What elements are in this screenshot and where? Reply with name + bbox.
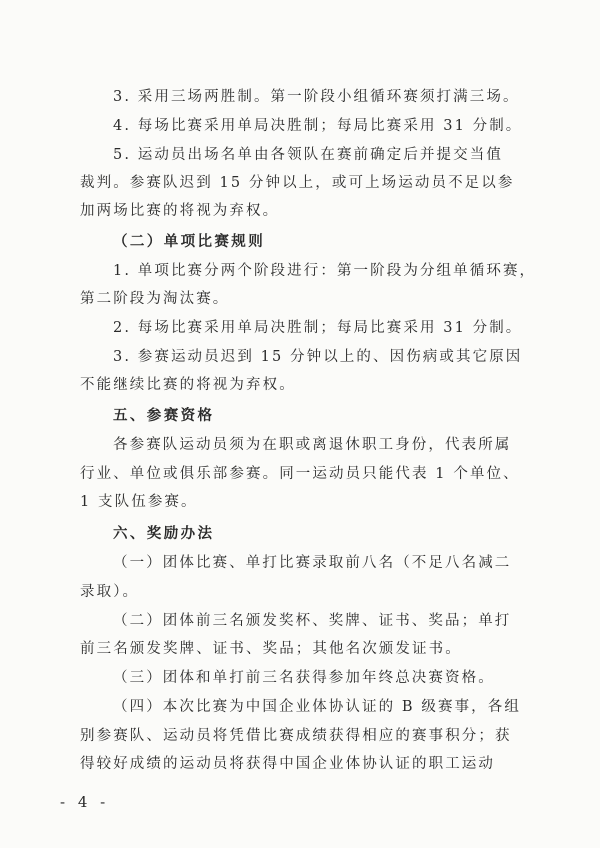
awards-4-line-2: 别参赛队、运动员将凭借比赛成绩获得相应的赛事积分；获 <box>80 728 512 744</box>
section-eligibility-heading: 五、参赛资格 <box>113 408 215 424</box>
awards-1-line-2: 录取）。 <box>80 584 140 600</box>
rule-3-line: 3. 采用三场两胜制。第一阶段小组循环赛须打满三场。 <box>113 89 520 105</box>
rule-5-line-2: 裁判。参赛队迟到 15 分钟以上，或可上场运动员不足以参 <box>80 175 515 191</box>
rule-4-line: 4. 每场比赛采用单局决胜制；每局比赛采用 31 分制。 <box>113 118 523 134</box>
section-awards-heading: 六、奖励办法 <box>113 526 215 542</box>
individual-rule-3-line-1: 3. 参赛运动员迟到 15 分钟以上的、因伤病或其它原因 <box>113 349 523 365</box>
individual-rule-1-line-1: 1. 单项比赛分两个阶段进行：第一阶段为分组单循环赛， <box>113 263 537 279</box>
awards-3-line: （三）团体和单打前三名获得参加年终总决赛资格。 <box>113 670 495 686</box>
awards-1-line-1: （一）团体比赛、单打比赛录取前八名（不足八名减二 <box>113 555 512 571</box>
individual-rule-3-line-2: 不能继续比赛的将视为弃权。 <box>80 377 296 393</box>
eligibility-line-3: 1 支队伍参赛。 <box>80 494 198 510</box>
awards-2-line-2: 前三名颁发奖牌、证书、奖品；其他名次颁发证书。 <box>80 641 462 657</box>
awards-2-line-1: （二）团体前三名颁发奖杯、奖牌、证书、奖品；单打 <box>113 613 512 629</box>
rule-5-line-1: 5. 运动员出场名单由各领队在赛前确定后并提交当值 <box>113 147 503 163</box>
eligibility-line-1: 各参赛队运动员须为在职或离退休职工身份，代表所属 <box>113 437 512 453</box>
page-number: - 4 - <box>60 793 110 811</box>
eligibility-line-2: 行业、单位或俱乐部参赛。同一运动员只能代表 1 个单位、 <box>80 466 520 482</box>
individual-rule-1-line-2: 第二阶段为淘汰赛。 <box>80 291 230 307</box>
section-individual-rules-heading: （二）单项比赛规则 <box>113 234 266 250</box>
individual-rule-2-line: 2. 每场比赛采用单局决胜制；每局比赛采用 31 分制。 <box>113 320 523 336</box>
awards-4-line-3: 得较好成绩的运动员将获得中国企业体协认证的职工运动 <box>80 756 495 772</box>
awards-4-line-1: （四）本次比赛为中国企业体协认证的 B 级赛事，各组 <box>113 699 521 715</box>
rule-5-line-3: 加两场比赛的将视为弃权。 <box>80 203 280 219</box>
